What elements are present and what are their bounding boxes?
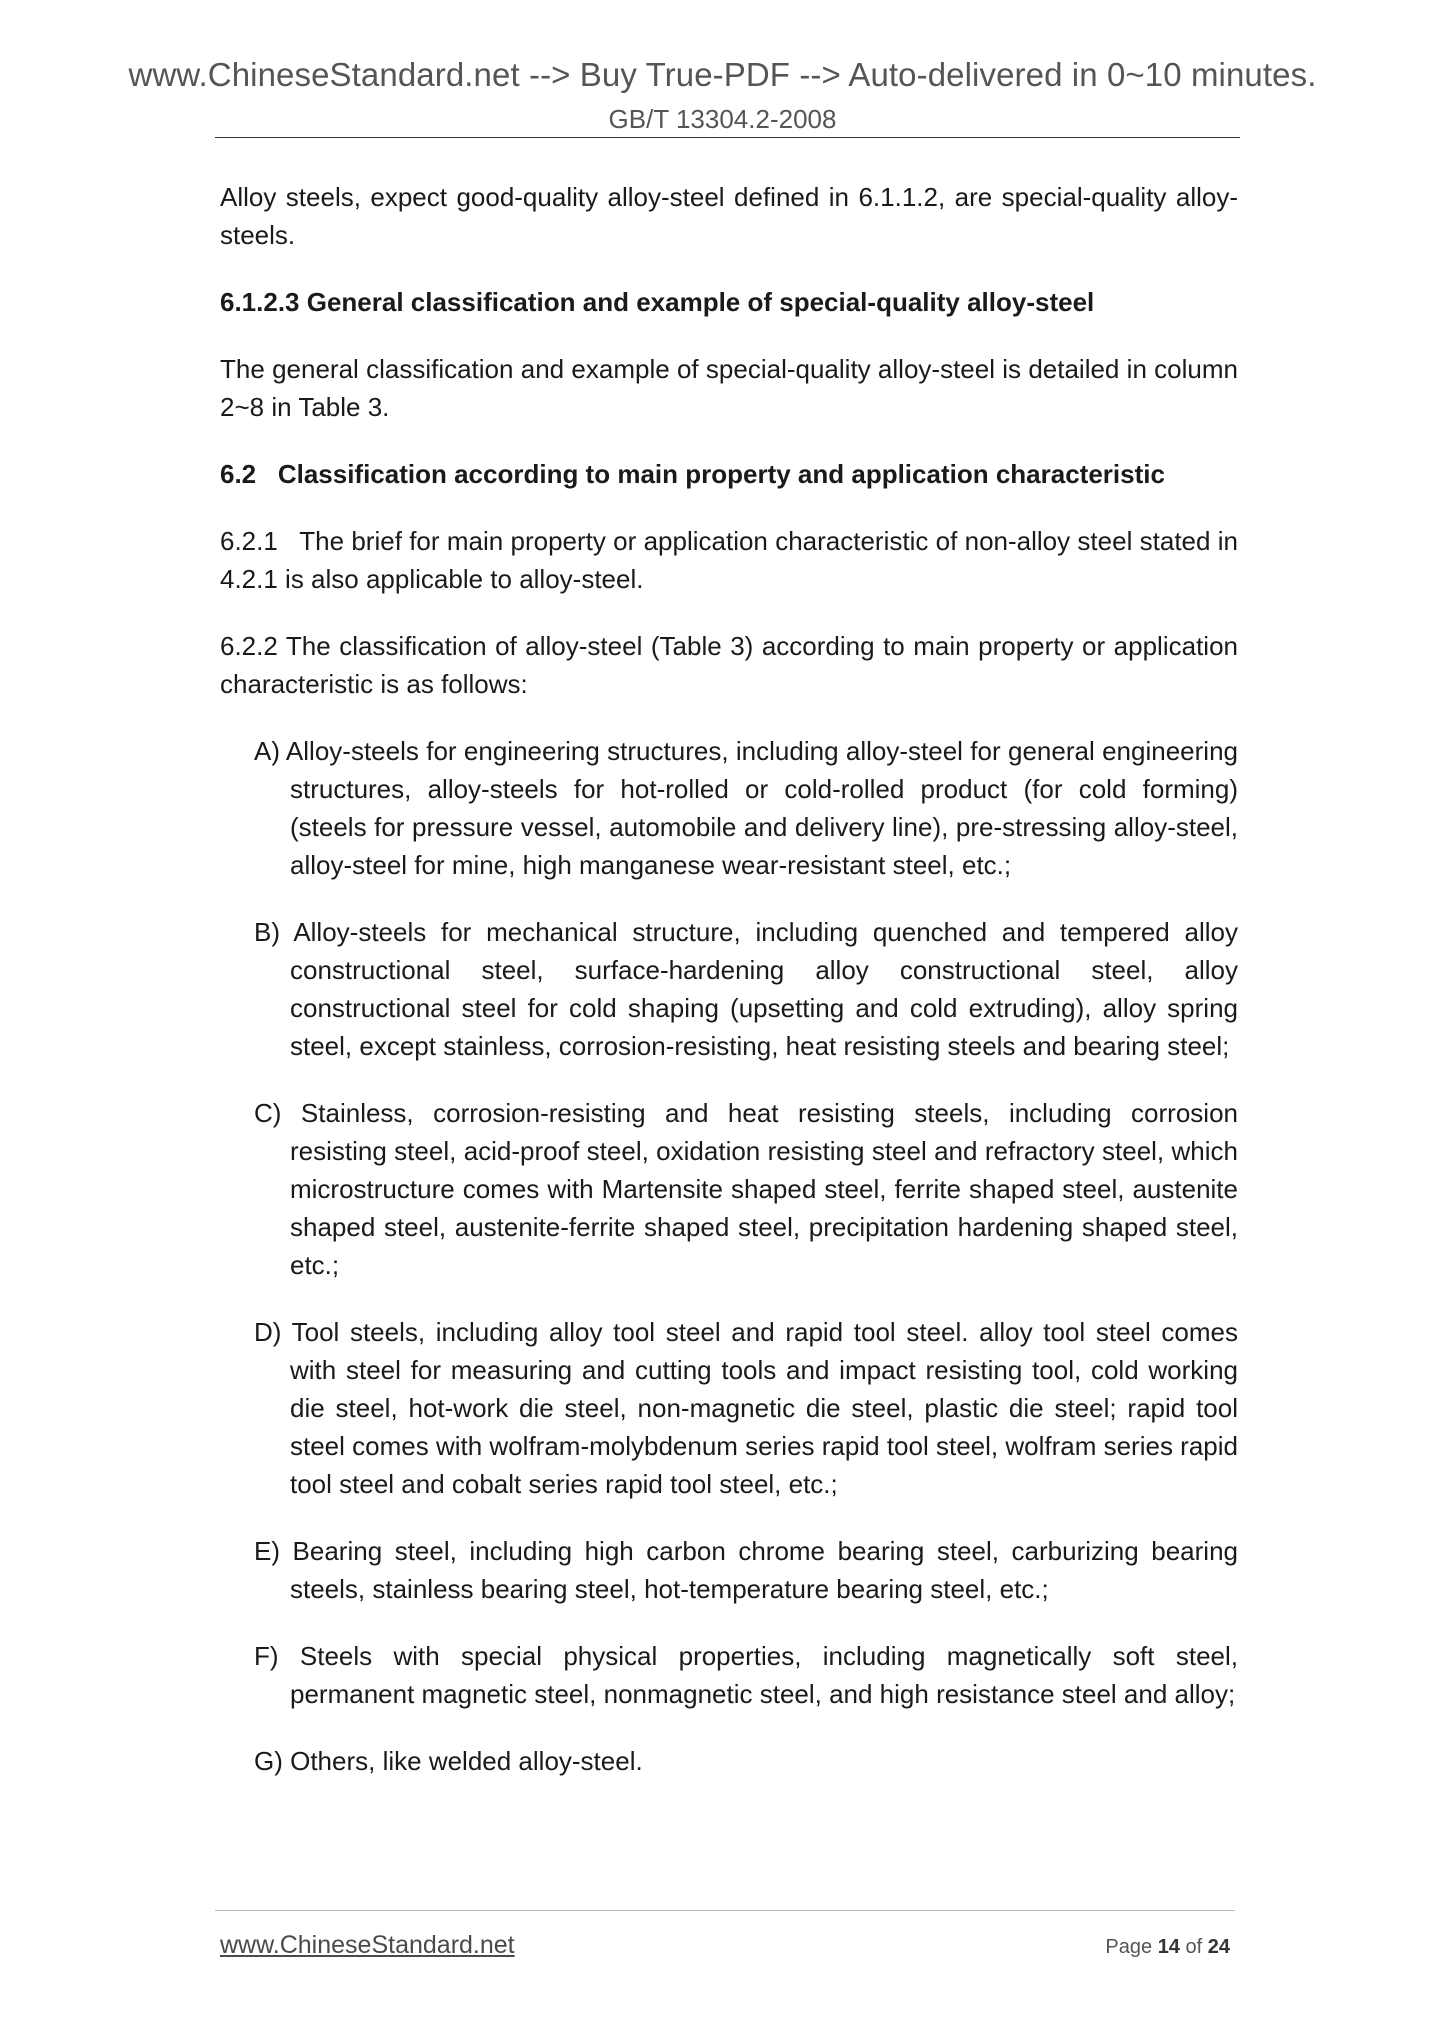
- list-item-c: C) Stainless, corrosion-resisting and heat resisting steels, including corrosion resisting steel, acid-proof steel, oxidation resisting steel and refractory steel, which microstructure comes with Martensite shaped steel, ferrite shaped steel, austenite shaped steel, austenite-ferrite shaped steel, precipitation hardening shaped steel, etc.;: [254, 1098, 1238, 1280]
- list-item-a: A) Alloy-steels for engineering structures, including alloy-steel for general engineering structures, alloy-steels for hot-rolled or cold-rolled product (for cold forming) (steels for pressure vessel, automobile and delivery line), pre-stressing alloy-steel, alloy-steel for mine, high manganese wear-resistant steel, etc.;: [254, 736, 1238, 880]
- standard-number: GB/T 13304.2-2008: [608, 104, 837, 134]
- page-prefix: Page: [1105, 1936, 1153, 1958]
- paragraph-6-2-2: 6.2.2 The classification of alloy-steel (Table 3) according to main property or application characteristic is as follows:: [220, 631, 1238, 699]
- intro-paragraph: Alloy steels, expect good-quality alloy-steel defined in 6.1.1.2, are special-quality alloy-steels.: [220, 182, 1238, 250]
- list-item-g: G) Others, like welded alloy-steel.: [254, 1746, 643, 1776]
- section-heading-6-2: 6.2 Classification according to main property and application characteristic: [220, 459, 1165, 489]
- document-body: [220, 178, 1238, 1780]
- page-current: 14: [1157, 1936, 1180, 1958]
- header-banner[interactable]: www.ChineseStandard.net --> Buy True-PDF --> Auto-delivered in 0~10 minutes.: [128, 56, 1317, 93]
- list-item-e: E) Bearing steel, including high carbon chrome bearing steel, carburizing bearing steels, stainless bearing steel, hot-temperature bearing steel, etc.;: [254, 1536, 1238, 1604]
- section-heading-6-1-2-3: 6.1.2.3 General classification and example of special-quality alloy-steel: [220, 287, 1095, 317]
- footer-site-link[interactable]: www.ChineseStandard.net: [220, 1931, 515, 1959]
- page-number: [1105, 1936, 1230, 1959]
- list-item-d: D) Tool steels, including alloy tool steel and rapid tool steel. alloy tool steel comes with steel for measuring and cutting tools and impact resisting tool, cold working die steel, hot-work die steel, non-magnetic die steel, plastic die steel; rapid tool steel comes with wolfram-molybdenum series rapid tool steel, wolfram series rapid tool steel and cobalt series rapid tool steel, etc.;: [254, 1317, 1238, 1499]
- footer-divider: [215, 1910, 1235, 1911]
- paragraph-6-1-2-3: The general classification and example of special-quality alloy-steel is detailed in column 2~8 in Table 3.: [220, 354, 1238, 422]
- list-item-b: B) Alloy-steels for mechanical structure, including quenched and tempered alloy constructional steel, surface-hardening alloy constructional steel, alloy constructional steel for cold shaping (upsetting and cold extruding), alloy spring steel, except stainless, corrosion-resisting, heat resisting steels and bearing steel;: [254, 917, 1238, 1061]
- paragraph-6-2-1: 6.2.1 The brief for main property or application characteristic of non-alloy steel stated in 4.2.1 is also applicable to alloy-steel.: [220, 526, 1238, 594]
- header-divider: [215, 137, 1240, 138]
- page-of: of: [1185, 1936, 1203, 1958]
- page-total: 24: [1207, 1936, 1230, 1958]
- list-item-f: F) Steels with special physical properties, including magnetically soft steel, permanent magnetic steel, nonmagnetic steel, and high resistance steel and alloy;: [254, 1641, 1238, 1709]
